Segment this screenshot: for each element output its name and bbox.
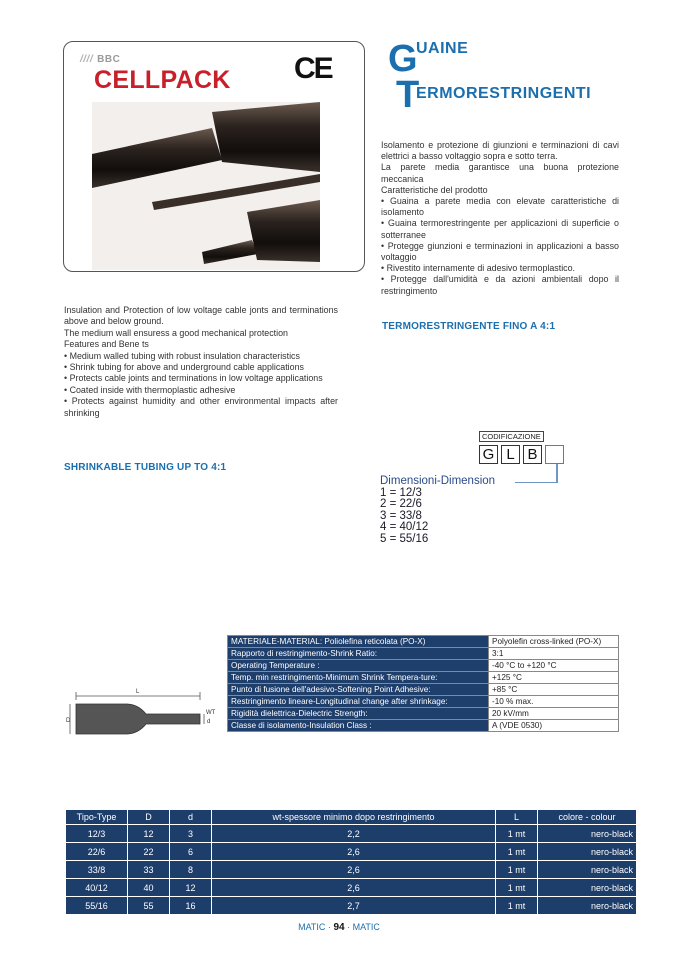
en-feature: • Medium walled tubing with robust insulation characteristics (64, 350, 300, 361)
cell-wt: 2,6 (212, 843, 496, 861)
property-value: 20 kV/mm (489, 708, 619, 720)
product-photo-card (63, 41, 365, 272)
en-paragraph: Features and Bene ts (64, 339, 149, 350)
table-row (66, 843, 637, 861)
it-feature: • Protegge giunzioni e terminazioni in applicazioni a basso voltaggio (381, 240, 619, 263)
dimension-item: 4 = 40/12 (380, 521, 429, 533)
cell-d-outer: 22 (128, 843, 170, 861)
cell-d-inner: 3 (170, 825, 212, 843)
diagram-label-d: D (66, 718, 71, 724)
italian-description (381, 140, 619, 297)
section-title (384, 34, 654, 124)
property-key: MATERIALE-MATERIAL: Poliolefina reticolata (PO-X) (228, 636, 489, 648)
cell-colour: nero-black (538, 879, 637, 897)
page-footer (0, 922, 678, 933)
dimension-item: 2 = 22/6 (380, 498, 422, 510)
en-feature: • Protects cable joints and terminations in low voltage applications (64, 373, 323, 384)
it-feature: • Rivestito internamente di adesivo termoplastico. (381, 263, 576, 274)
cell-length: 1 mt (496, 861, 538, 879)
footer-brand-right: · MATIC (347, 922, 380, 932)
dimension-item: 1 = 12/3 (380, 486, 422, 499)
cell-type: 33/8 (66, 861, 128, 879)
dimension-list (380, 476, 495, 545)
diagram-label-l: L (136, 689, 140, 695)
property-value: -40 °C to +120 °C (489, 660, 619, 672)
it-paragraph: La parete media garantisce una buona protezione meccanica (381, 162, 619, 184)
cell-wt: 2,2 (212, 825, 496, 843)
property-value: 3:1 (489, 648, 619, 660)
property-row (228, 660, 619, 672)
code-connector (556, 464, 558, 482)
page-number: 94 (333, 922, 345, 933)
it-feature: • Guaina a parete media con elevate caratteristiche di isolamento (381, 196, 619, 218)
col-header-length: L (496, 810, 538, 825)
cell-colour: nero-black (538, 897, 637, 915)
cell-d-inner: 8 (170, 861, 212, 879)
en-feature: • Coated inside with thermoplastic adhesive (64, 384, 236, 395)
col-header-d-outer: D (128, 810, 170, 825)
title-cap-t: T (396, 74, 420, 116)
code-connector-line (515, 482, 558, 483)
en-feature: • Shrink tubing for above and underground cable applications (64, 362, 304, 373)
it-paragraph: Isolamento e protezione di giunzioni e terminazioni di cavi elettrici a basso voltaggio sopra e sotto terra. (381, 140, 619, 162)
property-row (228, 720, 619, 732)
ce-mark: CE (294, 52, 332, 85)
it-paragraph: Caratteristiche del prodotto (381, 184, 488, 195)
table-header-row (66, 810, 637, 825)
diagram-label-wt: WT (206, 710, 216, 716)
en-feature: • Protects against humidity and other environmental impacts after shrinking (64, 396, 338, 418)
cell-wt: 2,6 (212, 879, 496, 897)
title-cap-g: G (388, 38, 418, 80)
code-cell-l: L (501, 445, 520, 464)
italian-heading: TERMORESTRINGENTE FINO A 4:1 (382, 321, 556, 332)
property-value: +125 °C (489, 672, 619, 684)
heat-shrink-tubes-image (92, 102, 320, 270)
cell-d-inner: 6 (170, 843, 212, 861)
property-key: Restringimento lineare-Longitudinal change after shrinkage: (228, 696, 489, 708)
dimension-item: 5 = 55/16 (380, 532, 429, 545)
col-header-colour: colore - colour (538, 810, 637, 825)
col-header-d-inner: d (170, 810, 212, 825)
dimensions-table (65, 809, 637, 915)
cell-d-inner: 12 (170, 879, 212, 897)
brand-bbc: //// BBC (80, 54, 121, 65)
title-line-2: ERMORESTRINGENTI (416, 85, 592, 102)
property-key: Classe di isolamento-Insulation Class : (228, 720, 489, 732)
it-feature: • Guaina termorestringente per applicazioni di superficie o sotterranee (381, 218, 619, 240)
cell-type: 12/3 (66, 825, 128, 843)
code-cell-b: B (523, 445, 542, 464)
cell-wt: 2,7 (212, 897, 496, 915)
cell-length: 1 mt (496, 825, 538, 843)
cell-d-outer: 40 (128, 879, 170, 897)
en-paragraph: The medium wall ensuress a good mechanical protection (64, 327, 288, 338)
cell-wt: 2,6 (212, 861, 496, 879)
properties-table (227, 635, 619, 732)
cell-d-outer: 55 (128, 897, 170, 915)
property-row (228, 696, 619, 708)
code-cell-g: G (479, 445, 498, 464)
col-header-wt: wt-spessore minimo dopo restringimento (212, 810, 496, 825)
cell-d-outer: 33 (128, 861, 170, 879)
property-key: Rapporto di restringimento-Shrink Ratio: (228, 648, 489, 660)
cell-d-inner: 16 (170, 897, 212, 915)
col-header-type: Tipo-Type (66, 810, 128, 825)
property-row (228, 708, 619, 720)
property-key: Punto di fusione dell'adesivo-Softening Point Adhesive: (228, 684, 489, 696)
cell-colour: nero-black (538, 861, 637, 879)
property-row (228, 636, 619, 648)
english-description (64, 305, 338, 419)
cell-colour: nero-black (538, 843, 637, 861)
brand-cellpack-logo: CELLPACK (94, 66, 231, 94)
property-row (228, 672, 619, 684)
property-key: Operating Temperature : (228, 660, 489, 672)
dimension-title: Dimensioni-Dimension (380, 475, 496, 487)
cell-type: 22/6 (66, 843, 128, 861)
property-value: Polyolefin cross-linked (PO-X) (489, 636, 619, 648)
property-row (228, 684, 619, 696)
property-key: Rigidità dielettrica-Dielectric Strength: (228, 708, 489, 720)
code-cell-dimension (545, 445, 564, 464)
title-line-1: UAINE (416, 40, 469, 57)
diagram-label-small-d: d (207, 719, 211, 725)
property-value: +85 °C (489, 684, 619, 696)
cell-type: 40/12 (66, 879, 128, 897)
cell-length: 1 mt (496, 897, 538, 915)
cell-length: 1 mt (496, 843, 538, 861)
cell-d-outer: 12 (128, 825, 170, 843)
property-value: A (VDE 0530) (489, 720, 619, 732)
table-row (66, 897, 637, 915)
it-feature: • Protegge dall'umidità e da azioni ambientali dopo il restringimento (381, 274, 619, 296)
table-row (66, 879, 637, 897)
footer-brand-left: MATIC · (298, 922, 331, 932)
cell-type: 55/16 (66, 897, 128, 915)
table-row (66, 861, 637, 879)
coding-label: CODIFICAZIONE (479, 431, 544, 442)
tube-dimension-diagram (66, 688, 226, 748)
english-heading: SHRINKABLE TUBING UP TO 4:1 (64, 462, 227, 473)
en-paragraph: Insulation and Protection of low voltage cable jonts and terminations above and below ground. (64, 305, 338, 327)
property-key: Temp. min restringimento-Minimum Shrink Tempera-ture: (228, 672, 489, 684)
property-row (228, 648, 619, 660)
cell-colour: nero-black (538, 825, 637, 843)
cell-length: 1 mt (496, 879, 538, 897)
dimension-item: 3 = 33/8 (380, 509, 422, 522)
table-row (66, 825, 637, 843)
property-value: -10 % max. (489, 696, 619, 708)
